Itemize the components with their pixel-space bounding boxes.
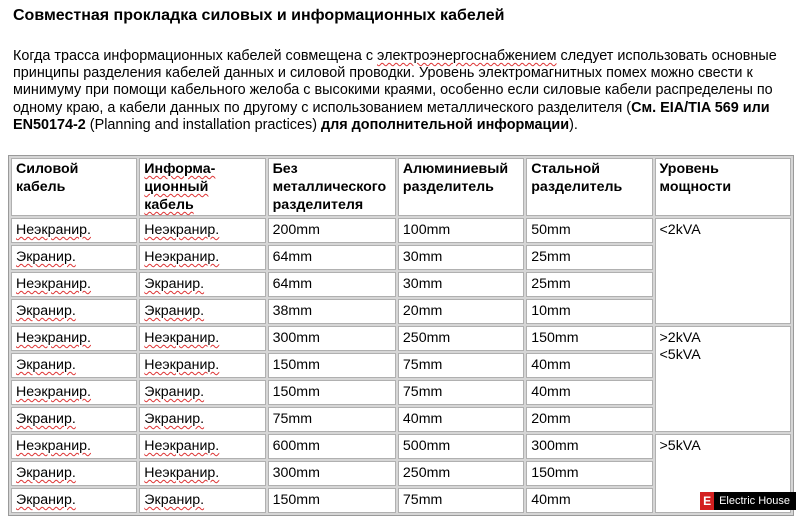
cell-value: Экранир. bbox=[16, 465, 76, 481]
cell-value: 75mm bbox=[272, 411, 313, 427]
cell-value: 40mm bbox=[531, 357, 571, 373]
table-cell bbox=[268, 299, 396, 324]
column-header bbox=[655, 158, 791, 216]
cell-value: 50mm bbox=[531, 222, 571, 238]
cell-value: 150mm bbox=[272, 357, 320, 373]
column-header-line: Уровень bbox=[659, 161, 719, 177]
cell-value: 600mm bbox=[272, 438, 320, 454]
cell-value: Экранир. bbox=[144, 384, 205, 400]
cell-value: 75mm bbox=[402, 357, 443, 373]
table-row bbox=[11, 434, 791, 459]
column-header-line: кабель bbox=[16, 179, 66, 195]
column-header bbox=[11, 158, 137, 216]
column-header-line: разделителя bbox=[272, 197, 364, 213]
cell-value: Экранир. bbox=[16, 357, 76, 373]
cell-value: 25mm bbox=[531, 276, 571, 292]
table-cell bbox=[526, 461, 652, 486]
table-cell bbox=[11, 488, 137, 513]
intro-plain-paren: (Planning and installation practices) bbox=[85, 116, 321, 133]
cell-value: Неэкранир. bbox=[16, 276, 91, 292]
column-header-line: Силовой bbox=[16, 161, 79, 177]
table-cell bbox=[526, 299, 652, 324]
power-level-value: >5kVA bbox=[659, 438, 701, 454]
cell-value: 40mm bbox=[402, 411, 443, 427]
column-header-line: мощности bbox=[659, 179, 732, 195]
table-cell bbox=[139, 218, 265, 243]
cell-value: Экранир. bbox=[16, 411, 76, 427]
cell-value: Неэкранир. bbox=[16, 330, 91, 346]
intro-bold-reference: См. EIA/TIA 569 или EN50174-2 bbox=[13, 99, 770, 133]
cell-value: 150mm bbox=[531, 465, 579, 481]
table-cell bbox=[526, 272, 652, 297]
cell-value: Экранир. bbox=[144, 411, 205, 427]
intro-spellchecked-word: электроэнергоснабжением bbox=[377, 48, 557, 64]
table-cell bbox=[11, 218, 137, 243]
table-cell bbox=[139, 272, 265, 297]
table-cell bbox=[139, 488, 265, 513]
cell-value: 200mm bbox=[272, 222, 320, 238]
cell-value: 300mm bbox=[272, 330, 320, 346]
table-cell bbox=[398, 488, 524, 513]
table-cell bbox=[11, 380, 137, 405]
cell-value: Неэкранир. bbox=[16, 384, 91, 400]
table-cell bbox=[11, 245, 137, 270]
table-cell bbox=[398, 380, 524, 405]
intro-part2: следует использовать основные принципы разделения кабелей данных и силовой проводки. Уровень электромагнитных помех можно свести к минимуму при помощи кабельного желоба с высокими краями, особенно если силовые кабели распределены по одному краю, а кабели данных по другому с использованием металлического разделителя ( bbox=[13, 48, 777, 116]
table-cell bbox=[139, 299, 265, 324]
cell-value: Экранир. bbox=[16, 249, 76, 265]
table-cell bbox=[398, 272, 524, 297]
cell-value: 40mm bbox=[531, 492, 571, 508]
column-header-line: кабель bbox=[144, 197, 194, 213]
watermark-logo-icon: E bbox=[700, 492, 714, 510]
cell-value: 250mm bbox=[402, 465, 451, 481]
cell-value: Неэкранир. bbox=[144, 465, 220, 481]
table-cell bbox=[11, 434, 137, 459]
table-cell bbox=[139, 326, 265, 351]
table-cell bbox=[398, 434, 524, 459]
table-cell bbox=[139, 434, 265, 459]
table-cell bbox=[268, 326, 396, 351]
table-cell bbox=[526, 380, 652, 405]
table-cell bbox=[526, 326, 652, 351]
column-header bbox=[268, 158, 396, 216]
cell-value: Неэкранир. bbox=[144, 438, 220, 454]
column-header bbox=[139, 158, 265, 216]
table-cell bbox=[526, 434, 652, 459]
table-cell bbox=[11, 326, 137, 351]
table-cell bbox=[398, 353, 524, 378]
column-header bbox=[398, 158, 524, 216]
table-cell bbox=[526, 245, 652, 270]
cell-value: 30mm bbox=[402, 249, 443, 265]
cell-value: 150mm bbox=[531, 330, 579, 346]
cell-value: Экранир. bbox=[16, 303, 76, 319]
table-cell bbox=[398, 407, 524, 432]
cell-value: 64mm bbox=[272, 249, 313, 265]
cell-value: Экранир. bbox=[144, 276, 205, 292]
cell-value: 300mm bbox=[531, 438, 579, 454]
table-cell bbox=[398, 461, 524, 486]
cell-value: Экранир. bbox=[144, 303, 205, 319]
table-cell bbox=[526, 218, 652, 243]
table-cell bbox=[268, 407, 396, 432]
cell-value: 75mm bbox=[402, 384, 443, 400]
table-cell bbox=[268, 218, 396, 243]
power-level-value: <5kVA bbox=[659, 347, 701, 363]
cell-value: Неэкранир. bbox=[144, 330, 220, 346]
column-header-line: разделитель bbox=[402, 179, 494, 195]
intro-paragraph bbox=[13, 48, 793, 134]
electric-house-watermark bbox=[700, 492, 796, 510]
table-cell bbox=[398, 299, 524, 324]
table-body bbox=[11, 218, 791, 513]
cable-separation-table bbox=[8, 155, 794, 516]
column-header-line: Информа- bbox=[144, 161, 216, 177]
watermark-text: Electric House bbox=[719, 495, 790, 507]
cell-value: Экранир. bbox=[144, 492, 205, 508]
cell-value: 10mm bbox=[531, 303, 571, 319]
table-row bbox=[11, 326, 791, 351]
table-cell bbox=[268, 353, 396, 378]
cell-value: Неэкранир. bbox=[16, 438, 91, 454]
column-header-line: металлического bbox=[272, 179, 387, 195]
table-cell bbox=[526, 488, 652, 513]
cell-value: 64mm bbox=[272, 276, 313, 292]
column-header bbox=[526, 158, 652, 216]
intro-end: ). bbox=[569, 116, 578, 133]
table-cell bbox=[139, 461, 265, 486]
table-row bbox=[11, 218, 791, 243]
cell-value: 150mm bbox=[272, 492, 320, 508]
table-cell bbox=[526, 353, 652, 378]
column-header-line: Алюминиевый bbox=[402, 161, 509, 177]
table-cell bbox=[268, 245, 396, 270]
cell-value: 40mm bbox=[531, 384, 571, 400]
table-cell bbox=[11, 353, 137, 378]
intro-bold-tail: для дополнительной информации bbox=[321, 116, 570, 133]
cell-value: 100mm bbox=[402, 222, 451, 238]
column-header-line: Стальной bbox=[531, 161, 600, 177]
power-level-cell bbox=[655, 218, 791, 324]
table-header-row bbox=[11, 158, 791, 216]
table-cell bbox=[268, 461, 396, 486]
table-cell bbox=[268, 434, 396, 459]
table-cell bbox=[11, 461, 137, 486]
table-cell bbox=[11, 272, 137, 297]
cell-value: 20mm bbox=[402, 303, 443, 319]
cell-value: 20mm bbox=[531, 411, 571, 427]
cell-value: 38mm bbox=[272, 303, 313, 319]
cell-value: 300mm bbox=[272, 465, 320, 481]
cell-value: Неэкранир. bbox=[144, 357, 220, 373]
cell-value: 30mm bbox=[402, 276, 443, 292]
table-cell bbox=[139, 380, 265, 405]
cell-value: Экранир. bbox=[16, 492, 76, 508]
column-header-line: разделитель bbox=[531, 179, 623, 195]
table-cell bbox=[398, 218, 524, 243]
cell-value: 25mm bbox=[531, 249, 571, 265]
power-level-cell bbox=[655, 326, 791, 432]
intro-part1: Когда трасса информационных кабелей совмещена с bbox=[13, 48, 378, 64]
table-cell bbox=[139, 407, 265, 432]
table-cell bbox=[398, 326, 524, 351]
table-cell bbox=[139, 245, 265, 270]
table-cell bbox=[11, 299, 137, 324]
cell-value: 75mm bbox=[402, 492, 443, 508]
cell-value: 500mm bbox=[402, 438, 451, 454]
page-title: Совместная прокладка силовых и информационных кабелей bbox=[13, 7, 505, 24]
power-level-value: <2kVA bbox=[659, 222, 701, 238]
table-cell bbox=[268, 272, 396, 297]
table-cell bbox=[526, 407, 652, 432]
cell-value: Неэкранир. bbox=[16, 222, 91, 238]
table-cell bbox=[398, 245, 524, 270]
table-cell bbox=[268, 380, 396, 405]
power-level-value: >2kVA bbox=[659, 330, 701, 346]
cell-value: 150mm bbox=[272, 384, 320, 400]
table-cell bbox=[11, 407, 137, 432]
column-header-line: Без bbox=[272, 161, 298, 177]
cell-value: 250mm bbox=[402, 330, 451, 346]
column-header-line: ционный bbox=[144, 179, 209, 195]
cell-value: Неэкранир. bbox=[144, 222, 220, 238]
table-cell bbox=[139, 353, 265, 378]
cell-value: Неэкранир. bbox=[144, 249, 220, 265]
table-cell bbox=[268, 488, 396, 513]
